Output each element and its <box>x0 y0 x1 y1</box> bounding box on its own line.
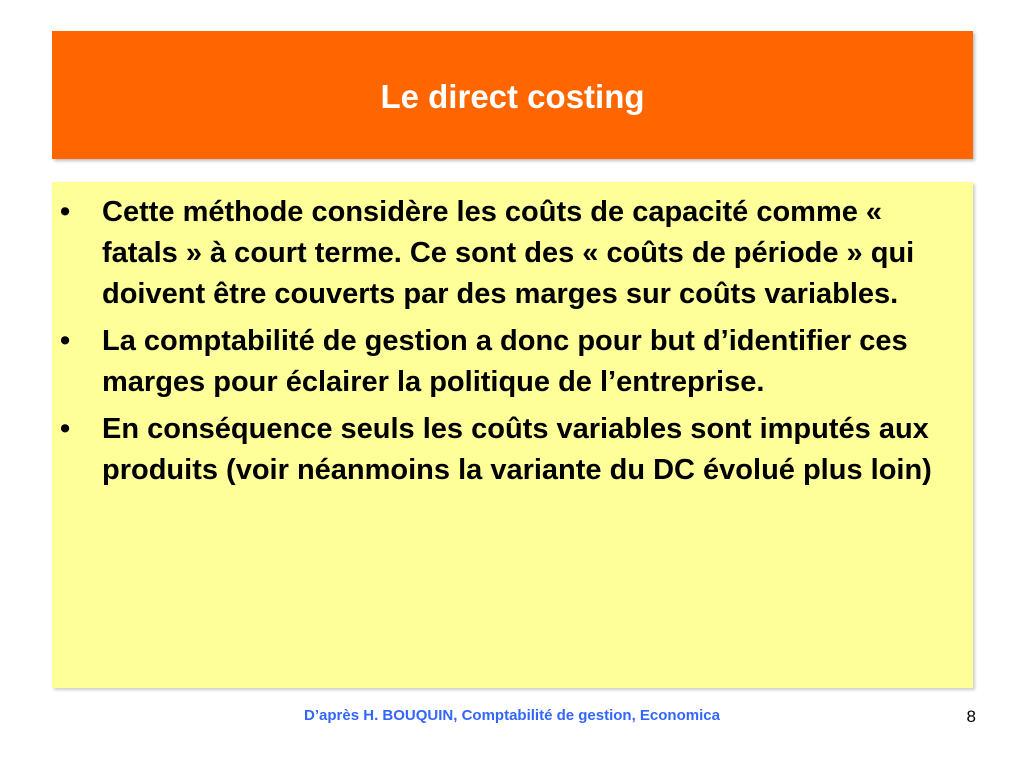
content-box <box>52 182 973 688</box>
bullet-mark: • <box>60 413 71 445</box>
bullet-text: Cette méthode considère les coûts de capacité comme « fatals » à court terme. Ce sont des « coûts de période » qui doivent être couverts par des marges sur coûts variables. <box>102 196 915 310</box>
slide-title: Le direct costing <box>380 78 645 115</box>
bullet-mark: • <box>60 196 71 228</box>
bullet-item <box>52 409 949 491</box>
bullet-item <box>52 192 949 315</box>
bullet-mark: • <box>60 325 71 357</box>
bullet-text: En conséquence seuls les coûts variables sont imputés aux produits (voir néanmoins la variante du DC évolué plus loin) <box>102 413 932 486</box>
footer-source: D’après H. BOUQUIN, Comptabilité de gestion, Economica <box>304 707 720 724</box>
page-number: 8 <box>966 707 976 726</box>
bullet-item <box>52 321 949 403</box>
bullet-list <box>52 192 949 491</box>
title-bar <box>52 31 973 159</box>
bullet-text: La comptabilité de gestion a donc pour but d’identifier ces marges pour éclairer la politique de l’entreprise. <box>102 325 908 398</box>
